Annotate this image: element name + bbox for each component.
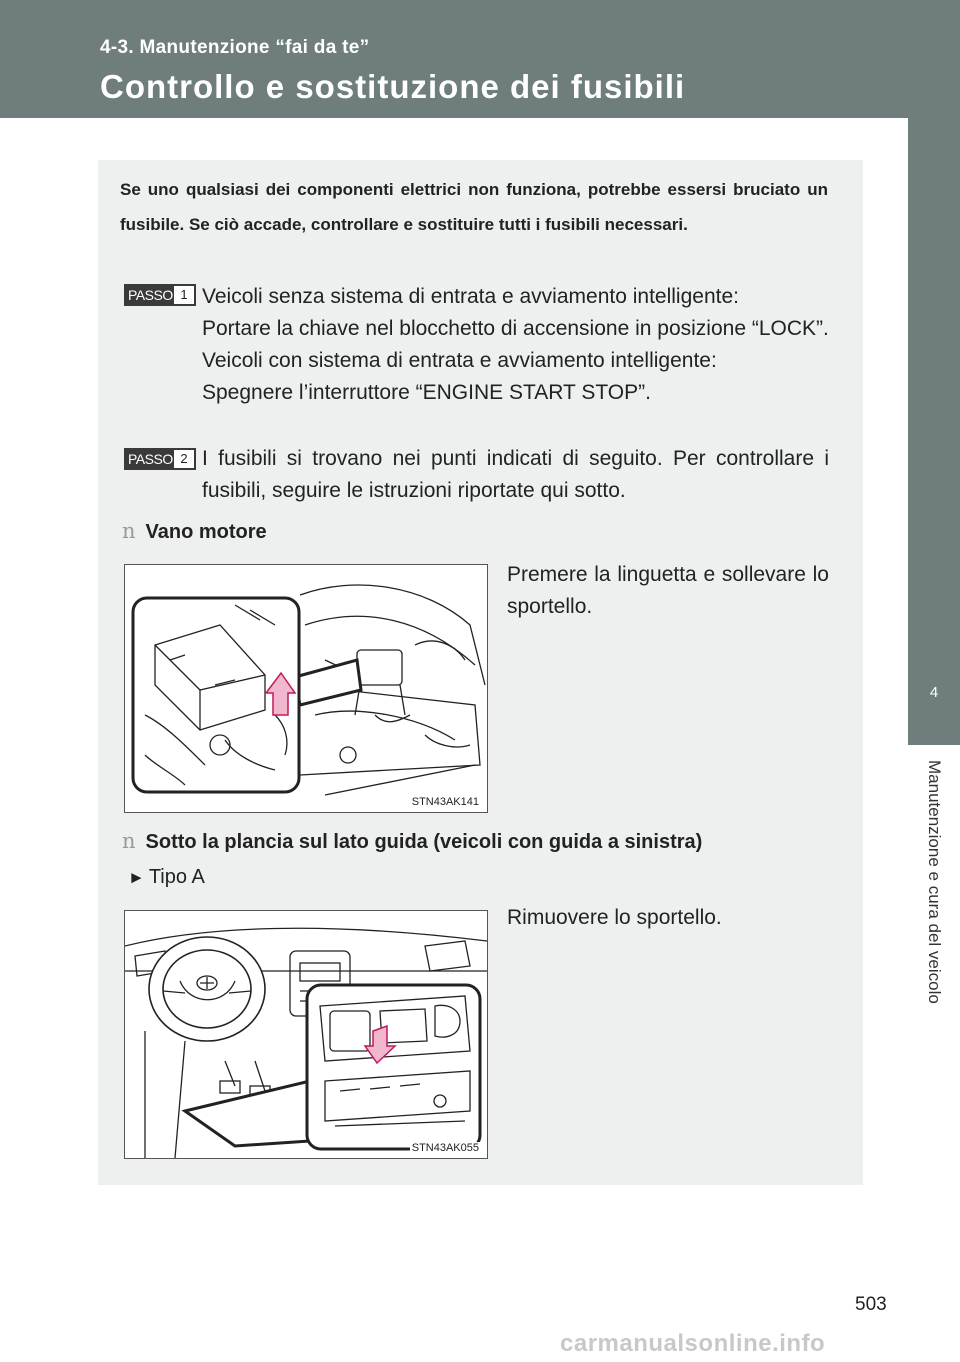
- page-number: 503: [855, 1294, 887, 1315]
- engine-description: Premere la linguetta e sollevare lo sportello.: [507, 563, 829, 618]
- section-title: Vano motore: [145, 521, 267, 543]
- step-badge-2: [124, 448, 196, 470]
- subtype-label: Tipo A: [148, 866, 205, 888]
- step-badge-number: 1: [174, 286, 194, 304]
- watermark: carmanualsonline.info: [560, 1330, 826, 1357]
- dashboard-illustration: [124, 910, 488, 1159]
- bullet-marker: n: [122, 519, 136, 543]
- dashboard-description: Rimuovere lo sportello.: [507, 906, 722, 929]
- step-badge-label: PASSO: [128, 287, 173, 303]
- engine-bay-illustration: [124, 564, 488, 813]
- figure-code: STN43AK141: [411, 796, 479, 808]
- step-2-text: I fusibili si trovano nei punti indicati di seguito. Per controllare i fusibili, seguire le istruzioni riportate qui sotto.: [202, 447, 829, 502]
- engine-bay-drawing: [125, 565, 487, 812]
- section-label: 4-3. Manutenzione “fai da te”: [100, 37, 370, 58]
- section-title: Sotto la plancia sul lato guida (veicoli con guida a sinistra): [145, 831, 703, 853]
- page-header: [0, 0, 960, 118]
- step-1-line: Portare la chiave nel blocchetto di accensione in posizione “LOCK”.: [202, 317, 829, 340]
- step-1-text: [202, 281, 829, 409]
- subtype-heading: [128, 866, 205, 889]
- step-1-line: Spegnere l’interruttore “ENGINE START STOP”.: [202, 381, 651, 404]
- page-title: Controllo e sostituzione dei fusibili: [100, 68, 686, 105]
- step-1-line: Veicoli con sistema di entrata e avviamento intelligente:: [202, 349, 717, 372]
- bullet-marker: n: [122, 829, 136, 853]
- chapter-number: 4: [929, 684, 939, 701]
- step-badge-label: PASSO: [128, 451, 173, 467]
- chapter-label: Manutenzione e cura del veicolo: [925, 760, 944, 1004]
- step-badge-number: 2: [174, 450, 194, 468]
- triangle-icon: ►: [128, 868, 145, 887]
- chapter-tab: [908, 118, 960, 745]
- step-badge-1: [124, 284, 196, 306]
- step-1-line: Veicoli senza sistema di entrata e avviamento intelligente:: [202, 285, 739, 308]
- dashboard-drawing: [125, 911, 487, 1158]
- section-heading-dashboard: [122, 829, 702, 854]
- section-heading-engine: [122, 519, 267, 544]
- intro-text: Se uno qualsiasi dei componenti elettrici non funziona, potrebbe essersi bruciato un fusibile. Se ciò accade, controllare e sostituire tutti i fusibili necessari.: [120, 180, 828, 234]
- figure-code: STN43AK055: [411, 1142, 479, 1154]
